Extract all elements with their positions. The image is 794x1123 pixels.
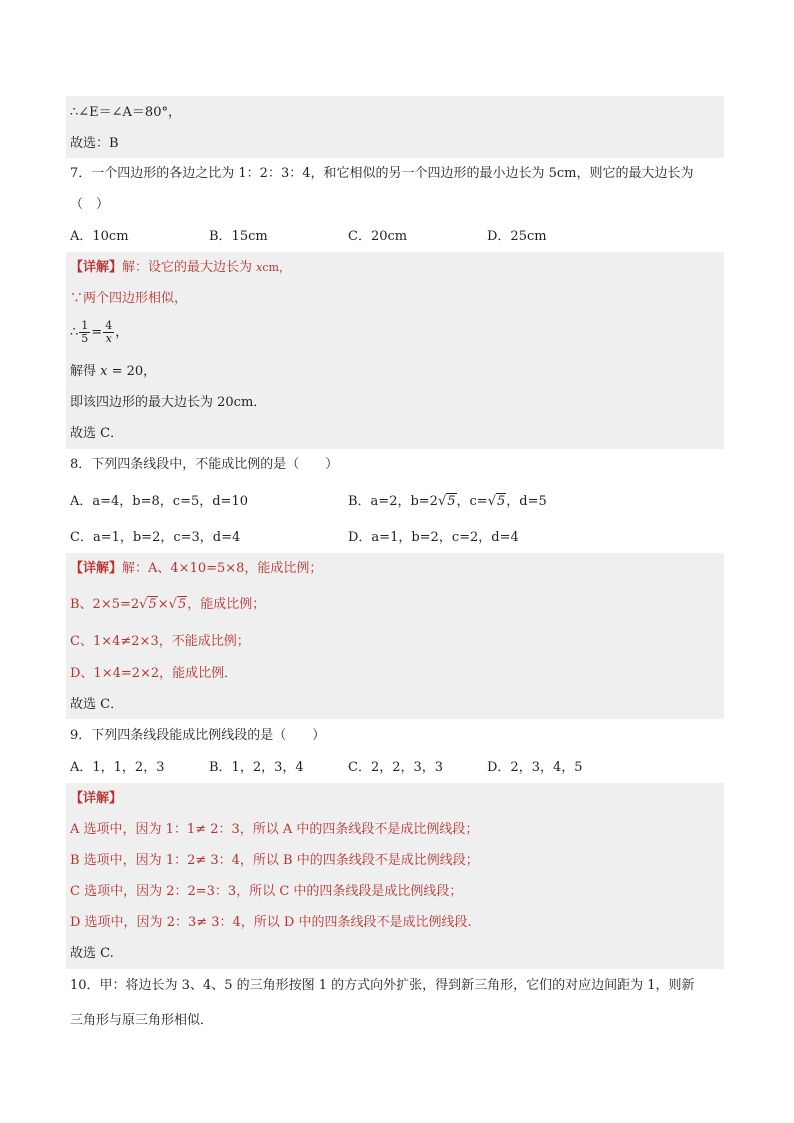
q9-answer: 故选 C.	[70, 946, 114, 961]
q9-option-d: D．2，3，4，5	[487, 760, 583, 775]
q8-solution-line-4: D、1×4=2×2，能成比例．	[70, 666, 238, 681]
q7-option-b: B．15cm	[209, 229, 268, 244]
q7-stem: 7．一个四边形的各边之比为 1：2：3：4，和它相似的另一个四边形的最小边长为 5cm，则它的最大边长为	[70, 166, 694, 181]
q7-solution-line-3	[70, 316, 724, 350]
q8-option-c: C．a=1，b=2，c=3，d=4	[70, 530, 241, 545]
sqrt-symbol: √5	[487, 494, 506, 509]
q9-option-c: C．2，2，3，3	[348, 760, 444, 775]
q7-solution-text: 解：设它的最大边长为	[122, 260, 257, 275]
sqrt-symbol: √5	[437, 494, 456, 509]
q9-solution-line-4: D 选项中，因为 2：3≠ 3：4，所以 D 中的四条线段不是成比例线段.	[70, 915, 472, 930]
q7-solution-line-5: 即该四边形的最大边长为 20cm．	[70, 395, 267, 410]
q8-solution-line-3: C、1×4≠2×3，不能成比例；	[70, 634, 250, 649]
q9-solution-line-3: C 选项中，因为 2：2=3：3，所以 C 中的四条线段是成比例线段；	[70, 884, 463, 899]
q10-stem-line-2: 三角形与原三角形相似．	[70, 1013, 214, 1028]
q8-solution-line-1	[70, 559, 724, 579]
q9-stem: 9．下列四条线段能成比例线段的是（ ）	[70, 728, 326, 743]
q8-option-a: A．a=4，b=8，c=5，d=10	[70, 494, 248, 509]
q7-solve-prefix: 解得	[70, 364, 101, 379]
q9-solution-line-1: A 选项中，因为 1：1≠ 2：3，所以 A 中的四条线段不是成比例线段；	[70, 822, 479, 837]
q7-comma: ，	[115, 325, 129, 340]
q9-solution-line-2: B 选项中，因为 1：2≠ 3：4，所以 B 中的四条线段不是成比例线段；	[70, 853, 479, 868]
prev-conclusion: ∴∠E＝∠A＝80°，	[70, 105, 181, 120]
q9-option-a: A．1，1，2，3	[70, 760, 165, 775]
q7-solution-line-1	[70, 258, 724, 278]
solution-shade-q7	[66, 252, 724, 449]
q7-fraction-1: $\frac{1}{5}$	[81, 319, 89, 345]
q8-stem: 8．下列四条线段中，不能成比例的是（ ）	[70, 457, 339, 472]
q7-answer: 故选 C．	[70, 426, 124, 441]
q7-solve-rest: = 20，	[107, 364, 157, 379]
solution-shade-q9	[66, 783, 724, 969]
q8-solution-line-2: B、2×5=2√5×√5，能成比例；	[70, 595, 724, 615]
sqrt-symbol: √5	[168, 597, 187, 612]
q7-var-x: x	[256, 261, 263, 274]
q7-unit: cm，	[262, 261, 290, 274]
q7-fraction-2: $\frac{4}{x}$	[105, 319, 113, 345]
q7-option-a: A．10cm	[70, 229, 129, 244]
q8-solution-text: 解：A、4×10=5×8，能成比例；	[122, 561, 323, 576]
q9-option-b: B．1，2，3，4	[209, 760, 304, 775]
q8-option-b: B．a=2，b=2√5，c=√5，d=5	[348, 492, 547, 512]
q7-solution-tag: 【详解】	[70, 260, 123, 275]
q7-stem-brackets: （ ）	[70, 197, 110, 212]
q7-solution-line-4	[70, 362, 724, 382]
q8-option-d: D．a=1，b=2，c=2，d=4	[348, 530, 519, 545]
q7-solution-line-2: ∵两个四边形相似，	[70, 291, 188, 306]
q7-equals: =	[91, 325, 103, 340]
prev-answer: 故选：B	[70, 136, 119, 151]
q9-solution-tag: 【详解】	[70, 791, 123, 806]
q8-solution-tag: 【详解】	[70, 561, 123, 576]
sqrt-symbol: √5	[139, 597, 157, 612]
q7-therefore: ∴	[70, 325, 79, 340]
q8-answer: 故选 C．	[70, 697, 124, 712]
q7-option-c: C．20cm	[348, 229, 408, 244]
q7-solve-var: x	[100, 364, 108, 379]
q7-option-d: D．25cm	[487, 229, 547, 244]
q10-stem-line-1: 10．甲：将边长为 3、4、5 的三角形按图 1 的方式向外扩张，得到新三角形，它们的对应边间距为 1，则新	[70, 978, 695, 993]
